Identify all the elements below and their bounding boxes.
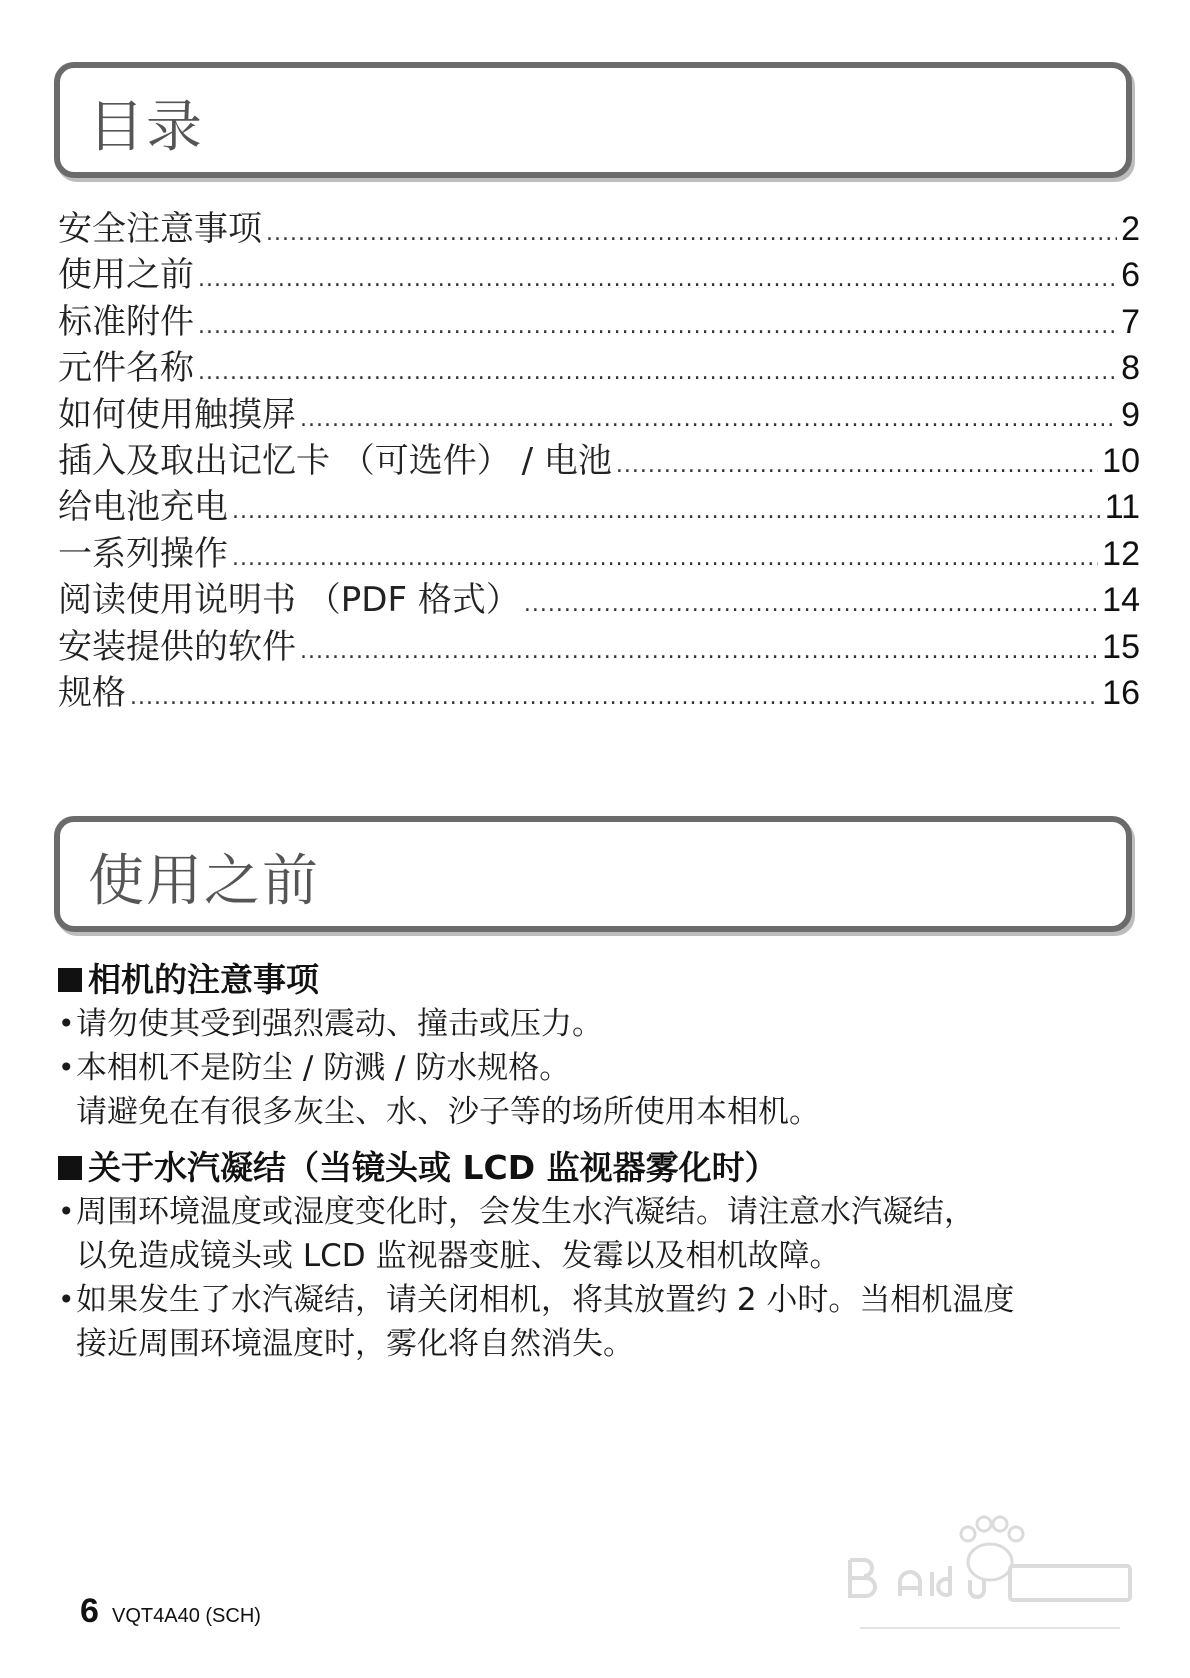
bullet-list: [58, 1190, 1148, 1366]
bullet-item: [58, 1278, 1148, 1366]
toc-item-title: 给电池充电: [58, 487, 228, 528]
toc-item[interactable]: [58, 438, 1140, 484]
bullet-item: [58, 1190, 1148, 1278]
bullet-line: 如果发生了水汽凝结，请关闭相机，将其放置约 2 小时。当相机温度: [76, 1282, 1015, 1318]
toc-item[interactable]: [58, 670, 1140, 716]
toc-item-page: 9: [1121, 395, 1140, 434]
section-heading: [58, 1146, 1148, 1190]
toc-list: [58, 206, 1140, 716]
bullet-line: 请勿使其受到强烈震动、撞击或压力。: [76, 1006, 603, 1042]
toc-item-page: 6: [1121, 256, 1140, 295]
bullet-line: 以免造成镜头或 LCD 监视器变脏、发霉以及相机故障。: [76, 1238, 841, 1274]
toc-item[interactable]: [58, 252, 1140, 298]
toc-leader-dots: [300, 629, 1098, 675]
toc-leader-dots: [198, 350, 1117, 396]
section-heading: [58, 958, 1148, 1002]
toc-item-title: 元件名称: [58, 348, 194, 389]
toc-leader-dots: [300, 397, 1117, 443]
bullet-line: 接近周围环境温度时，雾化将自然消失。: [76, 1326, 634, 1362]
toc-item-title: 使用之前: [58, 255, 194, 296]
toc-leader-dots: [130, 675, 1098, 721]
toc-item-title: 安装提供的软件: [58, 626, 296, 667]
toc-item-page: 14: [1102, 581, 1140, 620]
toc-item-title: 安全注意事项: [58, 209, 262, 249]
toc-item-page: 16: [1102, 673, 1140, 712]
section-heading-text: 相机的注意事项: [88, 960, 319, 999]
toc-item-page: 2: [1121, 210, 1140, 248]
toc-item[interactable]: [58, 206, 1140, 252]
bullet-item: [58, 1002, 1148, 1046]
section-heading-text: 关于水汽凝结（当镜头或 LCD 监视器雾化时）: [88, 1148, 778, 1187]
page-footer: [80, 1592, 261, 1631]
toc-item-page: 8: [1121, 349, 1140, 388]
toc-item-page: 15: [1102, 627, 1140, 666]
toc-leader-dots: [232, 489, 1101, 535]
bullet-line: 本相机不是防尘 / 防溅 / 防水规格。: [76, 1050, 571, 1086]
before-use-content: [58, 958, 1148, 1378]
toc-leader-dots: [232, 536, 1098, 582]
square-bullet-icon: [58, 1156, 82, 1180]
toc-leader-dots: [198, 304, 1117, 350]
before-use-heading: 使用之前: [88, 849, 320, 914]
square-bullet-icon: [58, 968, 82, 992]
bullet-line: 周围环境温度或湿度变化时，会发生水汽凝结。请注意水汽凝结，: [76, 1194, 975, 1230]
toc-item[interactable]: [58, 624, 1140, 670]
bullet-list: [58, 1002, 1148, 1134]
toc-item[interactable]: [58, 299, 1140, 345]
toc-item-title: 一系列操作: [58, 533, 228, 574]
baidu-jingyan-watermark-logo: [840, 1510, 1140, 1650]
toc-item[interactable]: [58, 392, 1140, 438]
bullet-dot-icon: •: [58, 1195, 75, 1228]
bullet-item: [58, 1046, 1148, 1134]
toc-item-page: 10: [1102, 441, 1140, 480]
bullet-dot-icon: •: [58, 1051, 75, 1084]
toc-leader-dots: [616, 443, 1098, 489]
bullet-dot-icon: •: [58, 1007, 75, 1040]
toc-item-title: 插入及取出记忆卡 （可选件） / 电池: [58, 440, 612, 481]
before-use-heading-box: [54, 816, 1132, 932]
toc-item-page: 12: [1102, 534, 1140, 573]
document-code: VQT4A40 (SCH): [112, 1605, 261, 1627]
toc-item-title: 阅读使用说明书 （PDF 格式）: [58, 580, 520, 621]
toc-item-title: 如何使用触摸屏: [58, 394, 296, 435]
toc-heading: 目录: [88, 95, 204, 160]
toc-leader-dots: [524, 582, 1098, 628]
bullet-line: 请避免在有很多灰尘、水、沙子等的场所使用本相机。: [76, 1094, 820, 1130]
toc-item[interactable]: [58, 577, 1140, 623]
toc-item-page: 11: [1104, 488, 1140, 527]
bullet-dot-icon: •: [58, 1283, 75, 1316]
toc-leader-dots: [266, 211, 1117, 257]
toc-item[interactable]: [58, 531, 1140, 577]
toc-heading-box: [54, 62, 1132, 178]
toc-item-title: 规格: [58, 672, 126, 713]
page-number: 6: [80, 1592, 99, 1630]
toc-item-page: 7: [1121, 302, 1140, 341]
toc-item[interactable]: [58, 484, 1140, 530]
toc-item[interactable]: [58, 345, 1140, 391]
toc-leader-dots: [198, 257, 1117, 303]
toc-item-title: 标准附件: [58, 301, 194, 342]
